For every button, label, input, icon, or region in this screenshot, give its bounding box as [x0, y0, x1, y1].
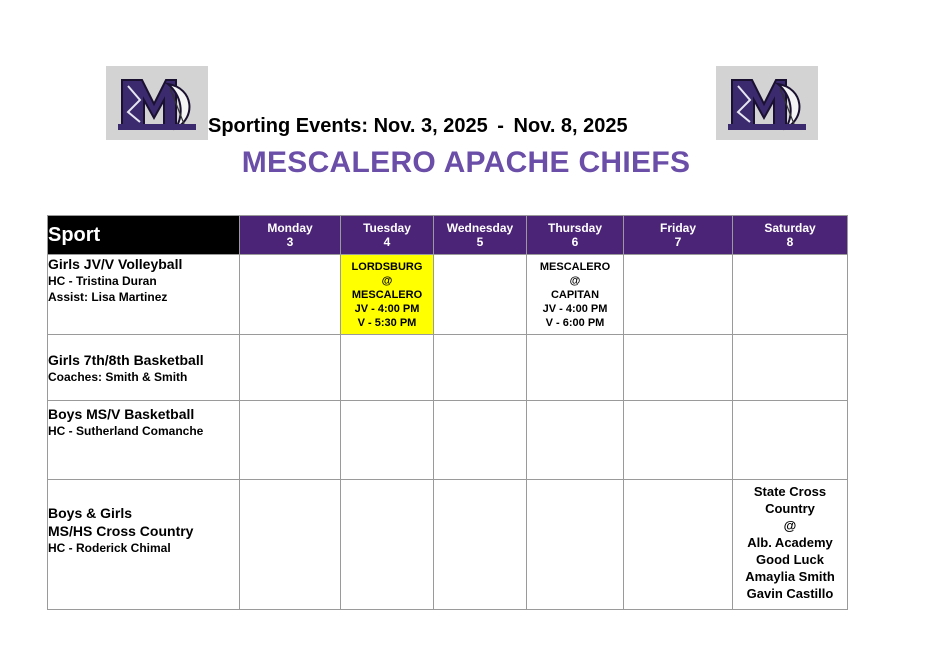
day-name: Wednesday [446, 221, 514, 235]
event-cell-friday [624, 255, 733, 335]
event-line: @ [381, 275, 393, 287]
event-line: LORDSBURG [351, 261, 423, 273]
event-cell-monday [240, 255, 341, 335]
event-line: JV - 4:00 PM [542, 303, 608, 315]
sport-name: Girls JV/V Volleyball [48, 256, 183, 272]
sport-name: MS/HS Cross Country [48, 523, 194, 539]
event-line: Amaylia Smith [745, 569, 835, 584]
event-cell-thursday [527, 335, 624, 401]
event-cell-thursday [527, 255, 624, 335]
day-name: Tuesday [363, 221, 411, 235]
team-name: MESCALERO APACHE CHIEFS [241, 146, 691, 179]
event-line: V - 6:00 PM [545, 317, 605, 329]
event-cell-thursday [527, 401, 624, 480]
event-cell-friday [624, 401, 733, 480]
event-line: JV - 4:00 PM [354, 303, 420, 315]
table-row-boys-basketball [48, 401, 848, 480]
event-cell-tuesday [341, 255, 434, 335]
event-line: Gavin Castillo [746, 586, 834, 601]
day-header-thursday [527, 216, 624, 255]
day-number: 7 [674, 235, 682, 249]
event-line: Country [765, 501, 815, 516]
day-number: 8 [786, 235, 794, 249]
coach-line: Assist: Lisa Martinez [48, 290, 168, 304]
page-title [208, 115, 728, 138]
event-line: @ [569, 275, 581, 287]
event-cell-wednesday [434, 401, 527, 480]
day-number: 5 [476, 235, 484, 249]
event-line: CAPITAN [550, 289, 600, 301]
day-header-friday [624, 216, 733, 255]
sport-cell [48, 480, 240, 610]
day-name: Friday [659, 221, 696, 235]
day-name: Monday [267, 221, 313, 235]
m-feather-logo-icon [716, 66, 818, 140]
event-line: V - 5:30 PM [357, 317, 417, 329]
title-start-date: Sporting Events: Nov. 3, 2025 [208, 115, 488, 137]
sport-column-header: Sport [48, 216, 240, 255]
coach-line: HC - Tristina Duran [48, 274, 157, 288]
event-line: @ [783, 518, 797, 533]
day-header-tuesday [341, 216, 434, 255]
event-cell-wednesday [434, 480, 527, 610]
sport-name: Boys MS/V Basketball [48, 406, 195, 422]
table-row-volleyball [48, 255, 848, 335]
schedule-table [47, 215, 848, 610]
event-cell-wednesday [434, 335, 527, 401]
sport-cell [48, 255, 240, 335]
coach-line: HC - Roderick Chimal [48, 541, 171, 555]
sport-cell [48, 401, 240, 480]
title-separator: - [497, 115, 504, 137]
event-line: Alb. Academy [747, 535, 833, 550]
event-cell-thursday [527, 480, 624, 610]
coach-line: HC - Sutherland Comanche [48, 424, 204, 438]
event-cell-friday [624, 335, 733, 401]
day-number: 3 [286, 235, 294, 249]
sport-cell [48, 335, 240, 401]
event-line: MESCALERO [351, 289, 423, 301]
event-cell-monday [240, 401, 341, 480]
event-cell-friday [624, 480, 733, 610]
coach-line: Coaches: Smith & Smith [48, 370, 188, 384]
event-cell-saturday [733, 401, 848, 480]
m-feather-logo-icon [106, 66, 208, 140]
event-line: Good Luck [756, 552, 824, 567]
event-cell-tuesday [341, 401, 434, 480]
day-number: 6 [571, 235, 579, 249]
event-cell-tuesday [341, 335, 434, 401]
mescalero-logo-right [716, 66, 818, 140]
day-name: Thursday [547, 221, 602, 235]
day-header-monday [240, 216, 341, 255]
event-line: State Cross [753, 484, 827, 499]
event-cell-wednesday [434, 255, 527, 335]
event-line: MESCALERO [539, 261, 611, 273]
table-header-row [48, 216, 848, 255]
event-cell-monday [240, 335, 341, 401]
day-header-wednesday [434, 216, 527, 255]
event-cell-monday [240, 480, 341, 610]
event-cell-saturday [733, 480, 848, 610]
title-end-date: Nov. 8, 2025 [513, 115, 628, 137]
day-number: 4 [383, 235, 391, 249]
event-cell-saturday [733, 255, 848, 335]
table-row-girls-basketball [48, 335, 848, 401]
event-cell-saturday [733, 335, 848, 401]
mescalero-logo-left [106, 66, 208, 140]
day-header-saturday [733, 216, 848, 255]
event-cell-tuesday [341, 480, 434, 610]
sport-name: Boys & Girls [48, 505, 133, 521]
table-row-cross-country [48, 480, 848, 610]
day-name: Saturday [764, 221, 816, 235]
sport-name: Girls 7th/8th Basketball [48, 352, 204, 368]
